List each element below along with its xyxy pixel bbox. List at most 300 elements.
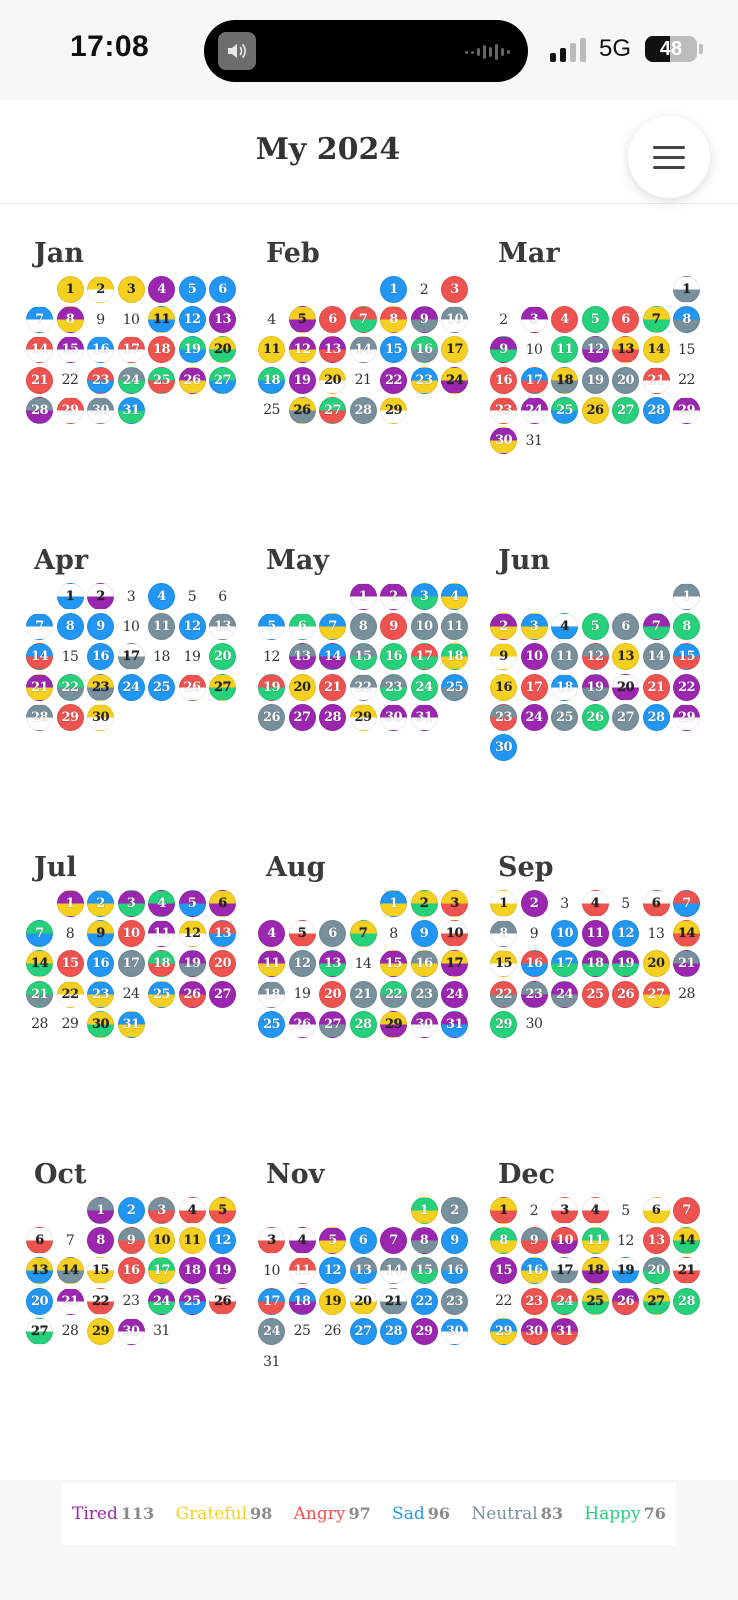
day-oct-5[interactable]: 5 [209,1197,236,1224]
day-jul-15[interactable]: 15 [57,950,84,977]
day-oct-20[interactable]: 20 [26,1288,53,1315]
day-dec-27[interactable]: 27 [643,1288,670,1315]
day-nov-22[interactable]: 22 [411,1288,438,1315]
day-mar-18[interactable]: 18 [551,367,578,394]
day-nov-8[interactable]: 8 [411,1227,438,1254]
day-may-11[interactable]: 11 [441,613,468,640]
day-jan-24[interactable]: 24 [118,367,145,394]
day-dec-8[interactable]: 8 [490,1227,517,1254]
day-mar-15[interactable]: 15 [678,341,695,358]
day-sep-11[interactable]: 11 [582,920,609,947]
day-jan-28[interactable]: 28 [26,397,53,424]
day-jul-29[interactable]: 29 [61,1016,79,1033]
day-aug-7[interactable]: 7 [350,920,377,947]
day-sep-23[interactable]: 23 [521,981,548,1008]
day-jan-14[interactable]: 14 [26,336,53,363]
day-jun-12[interactable]: 12 [582,643,609,670]
day-jun-21[interactable]: 21 [643,674,670,701]
day-apr-10[interactable]: 10 [122,618,140,635]
day-feb-13[interactable]: 13 [319,336,346,363]
day-feb-19[interactable]: 19 [289,367,316,394]
day-jul-2[interactable]: 2 [87,890,114,917]
day-apr-12[interactable]: 12 [179,613,206,640]
day-may-15[interactable]: 15 [350,643,377,670]
day-jan-15[interactable]: 15 [57,336,84,363]
day-aug-14[interactable]: 14 [354,955,372,972]
day-may-10[interactable]: 10 [411,613,438,640]
day-dec-14[interactable]: 14 [673,1227,700,1254]
day-feb-18[interactable]: 18 [258,367,285,394]
day-mar-19[interactable]: 19 [582,367,609,394]
day-aug-20[interactable]: 20 [319,981,346,1008]
day-nov-28[interactable]: 28 [380,1318,407,1345]
day-mar-23[interactable]: 23 [490,397,517,424]
day-jan-23[interactable]: 23 [87,367,114,394]
day-feb-26[interactable]: 26 [289,397,316,424]
day-sep-6[interactable]: 6 [643,890,670,917]
day-jun-25[interactable]: 25 [551,704,578,731]
day-aug-13[interactable]: 13 [319,950,346,977]
day-nov-4[interactable]: 4 [289,1227,316,1254]
day-jul-11[interactable]: 11 [148,920,175,947]
day-dec-26[interactable]: 26 [612,1288,639,1315]
day-mar-30[interactable]: 30 [490,427,517,454]
day-mar-5[interactable]: 5 [582,306,609,333]
day-jun-20[interactable]: 20 [612,674,639,701]
day-mar-4[interactable]: 4 [551,306,578,333]
day-nov-27[interactable]: 27 [350,1318,377,1345]
day-aug-6[interactable]: 6 [319,920,346,947]
day-jan-26[interactable]: 26 [179,367,206,394]
day-apr-22[interactable]: 22 [57,674,84,701]
day-nov-31[interactable]: 31 [263,1353,280,1370]
day-oct-12[interactable]: 12 [209,1227,236,1254]
day-apr-26[interactable]: 26 [179,674,206,701]
day-may-6[interactable]: 6 [289,613,316,640]
day-feb-12[interactable]: 12 [289,336,316,363]
day-dec-18[interactable]: 18 [582,1257,609,1284]
day-feb-6[interactable]: 6 [319,306,346,333]
day-apr-15[interactable]: 15 [61,648,79,665]
day-mar-6[interactable]: 6 [612,306,639,333]
day-feb-5[interactable]: 5 [289,306,316,333]
day-mar-16[interactable]: 16 [490,367,517,394]
day-may-12[interactable]: 12 [263,648,280,665]
day-dec-15[interactable]: 15 [490,1257,517,1284]
day-apr-27[interactable]: 27 [209,674,236,701]
day-feb-23[interactable]: 23 [411,367,438,394]
day-apr-23[interactable]: 23 [87,674,114,701]
day-dec-9[interactable]: 9 [521,1227,548,1254]
day-apr-8[interactable]: 8 [57,613,84,640]
day-nov-14[interactable]: 14 [380,1257,407,1284]
day-mar-11[interactable]: 11 [551,336,578,363]
day-jan-9[interactable]: 9 [96,311,105,328]
day-sep-2[interactable]: 2 [521,890,548,917]
day-mar-13[interactable]: 13 [612,336,639,363]
day-feb-29[interactable]: 29 [380,397,407,424]
day-may-8[interactable]: 8 [350,613,377,640]
day-feb-1[interactable]: 1 [380,276,407,303]
day-may-22[interactable]: 22 [350,674,377,701]
day-mar-20[interactable]: 20 [612,367,639,394]
day-aug-27[interactable]: 27 [319,1011,346,1038]
day-mar-12[interactable]: 12 [582,336,609,363]
day-jan-6[interactable]: 6 [209,276,236,303]
day-jun-2[interactable]: 2 [490,613,517,640]
day-may-4[interactable]: 4 [441,583,468,610]
day-feb-7[interactable]: 7 [350,306,377,333]
day-jul-27[interactable]: 27 [209,981,236,1008]
day-may-30[interactable]: 30 [380,704,407,731]
day-dec-2[interactable]: 2 [529,1202,539,1219]
day-sep-21[interactable]: 21 [673,950,700,977]
day-jul-24[interactable]: 24 [122,986,140,1003]
day-aug-3[interactable]: 3 [441,890,468,917]
day-feb-27[interactable]: 27 [319,397,346,424]
day-jul-30[interactable]: 30 [87,1011,114,1038]
day-nov-6[interactable]: 6 [350,1227,377,1254]
day-sep-9[interactable]: 9 [529,925,539,942]
day-may-17[interactable]: 17 [411,643,438,670]
day-apr-24[interactable]: 24 [118,674,145,701]
day-sep-17[interactable]: 17 [551,950,578,977]
day-oct-13[interactable]: 13 [26,1257,53,1284]
day-may-21[interactable]: 21 [319,674,346,701]
day-jul-6[interactable]: 6 [209,890,236,917]
day-aug-23[interactable]: 23 [411,981,438,1008]
day-feb-25[interactable]: 25 [263,402,280,419]
day-dec-13[interactable]: 13 [643,1227,670,1254]
day-jan-29[interactable]: 29 [57,397,84,424]
day-may-19[interactable]: 19 [258,674,285,701]
day-apr-11[interactable]: 11 [148,613,175,640]
day-apr-16[interactable]: 16 [87,643,114,670]
day-oct-19[interactable]: 19 [209,1257,236,1284]
day-apr-13[interactable]: 13 [209,613,236,640]
day-mar-14[interactable]: 14 [643,336,670,363]
day-dec-25[interactable]: 25 [582,1288,609,1315]
day-feb-17[interactable]: 17 [441,336,468,363]
menu-button[interactable] [628,116,710,198]
day-aug-31[interactable]: 31 [441,1011,468,1038]
day-may-1[interactable]: 1 [350,583,377,610]
day-oct-24[interactable]: 24 [148,1288,175,1315]
day-jul-18[interactable]: 18 [148,950,175,977]
day-apr-6[interactable]: 6 [218,588,227,605]
day-mar-28[interactable]: 28 [643,397,670,424]
day-jan-21[interactable]: 21 [26,367,53,394]
day-sep-28[interactable]: 28 [678,986,695,1003]
day-nov-29[interactable]: 29 [411,1318,438,1345]
day-sep-8[interactable]: 8 [490,920,517,947]
day-nov-3[interactable]: 3 [258,1227,285,1254]
day-mar-2[interactable]: 2 [499,311,508,328]
day-nov-19[interactable]: 19 [319,1288,346,1315]
day-may-27[interactable]: 27 [289,704,316,731]
day-jun-16[interactable]: 16 [490,674,517,701]
day-jul-12[interactable]: 12 [179,920,206,947]
day-may-25[interactable]: 25 [441,674,468,701]
day-may-24[interactable]: 24 [411,674,438,701]
day-jul-7[interactable]: 7 [26,920,53,947]
day-jul-3[interactable]: 3 [118,890,145,917]
day-nov-24[interactable]: 24 [258,1318,285,1345]
day-jan-12[interactable]: 12 [179,306,206,333]
day-oct-3[interactable]: 3 [148,1197,175,1224]
day-apr-9[interactable]: 9 [87,613,114,640]
day-jul-20[interactable]: 20 [209,950,236,977]
day-may-16[interactable]: 16 [380,643,407,670]
day-jun-13[interactable]: 13 [612,643,639,670]
day-nov-20[interactable]: 20 [350,1288,377,1315]
day-jan-10[interactable]: 10 [122,311,140,328]
day-oct-30[interactable]: 30 [118,1318,145,1345]
day-dec-11[interactable]: 11 [582,1227,609,1254]
day-mar-8[interactable]: 8 [673,306,700,333]
day-aug-11[interactable]: 11 [258,950,285,977]
day-oct-8[interactable]: 8 [87,1227,114,1254]
day-jul-8[interactable]: 8 [65,925,75,942]
day-jun-9[interactable]: 9 [490,643,517,670]
day-oct-1[interactable]: 1 [87,1197,114,1224]
day-jul-23[interactable]: 23 [87,981,114,1008]
day-mar-21[interactable]: 21 [643,367,670,394]
day-feb-3[interactable]: 3 [441,276,468,303]
day-feb-11[interactable]: 11 [258,336,285,363]
day-jun-22[interactable]: 22 [673,674,700,701]
day-jun-26[interactable]: 26 [582,704,609,731]
day-jan-2[interactable]: 2 [87,276,114,303]
day-jan-18[interactable]: 18 [148,336,175,363]
day-may-23[interactable]: 23 [380,674,407,701]
day-dec-28[interactable]: 28 [673,1288,700,1315]
day-apr-28[interactable]: 28 [26,704,53,731]
day-dec-10[interactable]: 10 [551,1227,578,1254]
day-apr-30[interactable]: 30 [87,704,114,731]
day-nov-18[interactable]: 18 [289,1288,316,1315]
day-oct-27[interactable]: 27 [26,1318,53,1345]
day-nov-2[interactable]: 2 [441,1197,468,1224]
day-jun-1[interactable]: 1 [673,583,700,610]
day-jun-10[interactable]: 10 [521,643,548,670]
day-dec-7[interactable]: 7 [673,1197,700,1224]
day-dec-23[interactable]: 23 [521,1288,548,1315]
day-dec-29[interactable]: 29 [490,1318,517,1345]
day-jun-17[interactable]: 17 [521,674,548,701]
day-sep-18[interactable]: 18 [582,950,609,977]
day-apr-1[interactable]: 1 [57,583,84,610]
day-feb-4[interactable]: 4 [267,311,276,328]
day-nov-7[interactable]: 7 [380,1227,407,1254]
day-feb-22[interactable]: 22 [380,367,407,394]
day-sep-14[interactable]: 14 [673,920,700,947]
day-mar-3[interactable]: 3 [521,306,548,333]
day-sep-5[interactable]: 5 [621,895,630,912]
day-jul-16[interactable]: 16 [87,950,114,977]
day-may-14[interactable]: 14 [319,643,346,670]
day-dec-16[interactable]: 16 [521,1257,548,1284]
day-aug-17[interactable]: 17 [441,950,468,977]
day-nov-9[interactable]: 9 [441,1227,468,1254]
day-jun-14[interactable]: 14 [643,643,670,670]
day-aug-12[interactable]: 12 [289,950,316,977]
day-feb-24[interactable]: 24 [441,367,468,394]
day-feb-21[interactable]: 21 [354,372,372,389]
day-oct-16[interactable]: 16 [118,1257,145,1284]
day-dec-24[interactable]: 24 [551,1288,578,1315]
day-jun-11[interactable]: 11 [551,643,578,670]
day-oct-9[interactable]: 9 [118,1227,145,1254]
day-oct-6[interactable]: 6 [26,1227,53,1254]
day-sep-12[interactable]: 12 [612,920,639,947]
day-sep-1[interactable]: 1 [490,890,517,917]
day-dec-22[interactable]: 22 [495,1293,512,1310]
day-oct-29[interactable]: 29 [87,1318,114,1345]
day-dec-19[interactable]: 19 [612,1257,639,1284]
day-apr-3[interactable]: 3 [126,588,136,605]
day-aug-2[interactable]: 2 [411,890,438,917]
day-aug-26[interactable]: 26 [289,1011,316,1038]
day-apr-5[interactable]: 5 [187,588,197,605]
day-oct-28[interactable]: 28 [61,1323,79,1340]
day-may-3[interactable]: 3 [411,583,438,610]
day-mar-10[interactable]: 10 [525,341,543,358]
day-apr-20[interactable]: 20 [209,643,236,670]
day-oct-17[interactable]: 17 [148,1257,175,1284]
day-aug-1[interactable]: 1 [380,890,407,917]
day-nov-10[interactable]: 10 [263,1262,280,1279]
day-jan-8[interactable]: 8 [57,306,84,333]
day-jan-17[interactable]: 17 [118,336,145,363]
day-jan-3[interactable]: 3 [118,276,145,303]
day-nov-23[interactable]: 23 [441,1288,468,1315]
day-jun-5[interactable]: 5 [582,613,609,640]
day-aug-19[interactable]: 19 [293,986,311,1003]
day-jun-29[interactable]: 29 [673,704,700,731]
day-mar-9[interactable]: 9 [490,336,517,363]
day-jan-4[interactable]: 4 [148,276,175,303]
day-jul-26[interactable]: 26 [179,981,206,1008]
day-apr-7[interactable]: 7 [26,613,53,640]
day-aug-30[interactable]: 30 [411,1011,438,1038]
day-nov-30[interactable]: 30 [441,1318,468,1345]
day-aug-28[interactable]: 28 [350,1011,377,1038]
day-oct-21[interactable]: 21 [57,1288,84,1315]
day-dec-3[interactable]: 3 [551,1197,578,1224]
day-sep-15[interactable]: 15 [490,950,517,977]
day-jul-1[interactable]: 1 [57,890,84,917]
day-sep-13[interactable]: 13 [647,925,665,942]
day-jul-28[interactable]: 28 [31,1016,48,1033]
day-jan-19[interactable]: 19 [179,336,206,363]
day-jan-22[interactable]: 22 [61,372,79,389]
day-oct-2[interactable]: 2 [118,1197,145,1224]
day-feb-10[interactable]: 10 [441,306,468,333]
day-jul-19[interactable]: 19 [179,950,206,977]
day-sep-19[interactable]: 19 [612,950,639,977]
day-sep-29[interactable]: 29 [490,1011,517,1038]
day-mar-31[interactable]: 31 [525,432,543,449]
day-nov-13[interactable]: 13 [350,1257,377,1284]
day-nov-5[interactable]: 5 [319,1227,346,1254]
day-sep-22[interactable]: 22 [490,981,517,1008]
day-oct-26[interactable]: 26 [209,1288,236,1315]
day-nov-16[interactable]: 16 [441,1257,468,1284]
day-oct-7[interactable]: 7 [65,1232,75,1249]
day-may-2[interactable]: 2 [380,583,407,610]
day-jul-5[interactable]: 5 [179,890,206,917]
day-jun-15[interactable]: 15 [673,643,700,670]
day-aug-8[interactable]: 8 [389,925,398,942]
day-jan-31[interactable]: 31 [118,397,145,424]
day-jul-10[interactable]: 10 [118,920,145,947]
day-aug-18[interactable]: 18 [258,981,285,1008]
day-feb-16[interactable]: 16 [411,336,438,363]
day-oct-31[interactable]: 31 [153,1323,170,1340]
day-dec-4[interactable]: 4 [582,1197,609,1224]
day-mar-17[interactable]: 17 [521,367,548,394]
day-dec-31[interactable]: 31 [551,1318,578,1345]
day-may-13[interactable]: 13 [289,643,316,670]
day-dec-20[interactable]: 20 [643,1257,670,1284]
day-nov-12[interactable]: 12 [319,1257,346,1284]
day-feb-2[interactable]: 2 [419,281,429,298]
day-oct-4[interactable]: 4 [179,1197,206,1224]
day-aug-24[interactable]: 24 [441,981,468,1008]
day-may-7[interactable]: 7 [319,613,346,640]
day-aug-16[interactable]: 16 [411,950,438,977]
day-aug-25[interactable]: 25 [258,1011,285,1038]
day-dec-1[interactable]: 1 [490,1197,517,1224]
day-jan-27[interactable]: 27 [209,367,236,394]
day-feb-20[interactable]: 20 [319,367,346,394]
day-jun-24[interactable]: 24 [521,704,548,731]
day-may-29[interactable]: 29 [350,704,377,731]
day-may-18[interactable]: 18 [441,643,468,670]
day-jun-3[interactable]: 3 [521,613,548,640]
day-mar-7[interactable]: 7 [643,306,670,333]
day-may-26[interactable]: 26 [258,704,285,731]
day-sep-24[interactable]: 24 [551,981,578,1008]
day-sep-7[interactable]: 7 [673,890,700,917]
day-jan-5[interactable]: 5 [179,276,206,303]
day-nov-26[interactable]: 26 [324,1323,341,1340]
day-dec-12[interactable]: 12 [617,1232,634,1249]
day-jul-13[interactable]: 13 [209,920,236,947]
day-dec-5[interactable]: 5 [621,1202,630,1219]
day-mar-22[interactable]: 22 [678,372,695,389]
day-apr-17[interactable]: 17 [118,643,145,670]
day-aug-15[interactable]: 15 [380,950,407,977]
day-jun-7[interactable]: 7 [643,613,670,640]
day-may-20[interactable]: 20 [289,674,316,701]
day-jun-18[interactable]: 18 [551,674,578,701]
day-jun-30[interactable]: 30 [490,734,517,761]
day-may-5[interactable]: 5 [258,613,285,640]
day-apr-29[interactable]: 29 [57,704,84,731]
day-mar-25[interactable]: 25 [551,397,578,424]
day-jun-23[interactable]: 23 [490,704,517,731]
day-aug-29[interactable]: 29 [380,1011,407,1038]
day-feb-28[interactable]: 28 [350,397,377,424]
day-sep-4[interactable]: 4 [582,890,609,917]
day-jan-16[interactable]: 16 [87,336,114,363]
day-dec-21[interactable]: 21 [673,1257,700,1284]
day-oct-22[interactable]: 22 [87,1288,114,1315]
day-sep-20[interactable]: 20 [643,950,670,977]
day-mar-26[interactable]: 26 [582,397,609,424]
